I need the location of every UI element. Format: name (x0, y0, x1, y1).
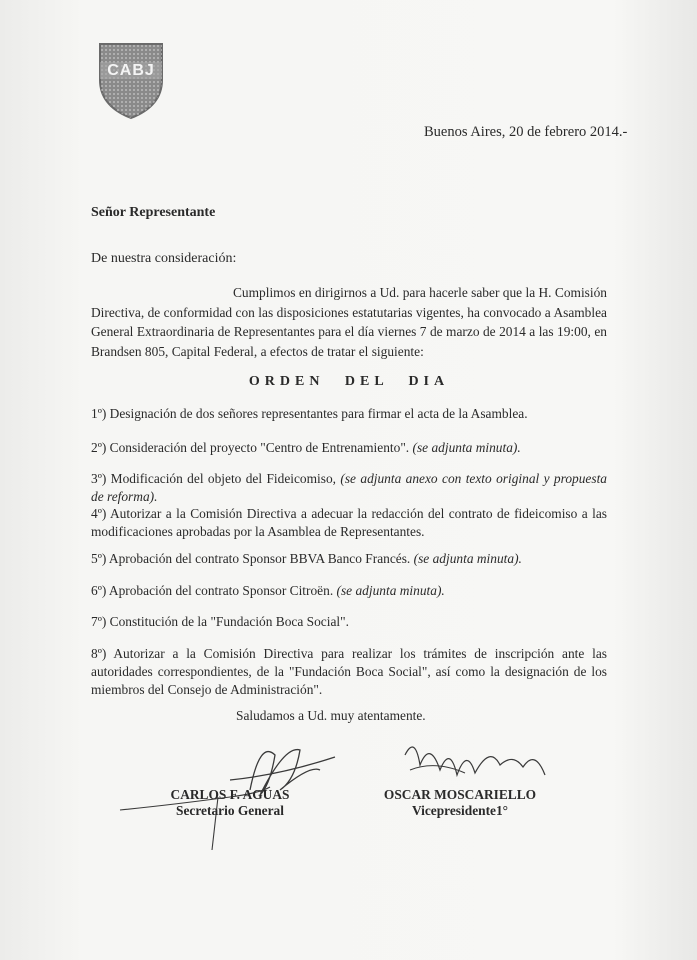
date-line: Buenos Aires, 20 de febrero 2014.- (424, 124, 628, 140)
agenda-item-7 (91, 613, 607, 631)
cabj-shield-logo (96, 40, 166, 120)
closing-line: Saludamos a Ud. muy atentamente. (236, 708, 426, 723)
agenda-item-text: 6º) Aprobación del contrato Sponsor Citroën. (91, 583, 337, 598)
agenda-item-4 (91, 505, 607, 541)
agenda-item-1 (91, 405, 607, 423)
signer-role: Vicepresidente1° (411, 803, 509, 818)
greeting: De nuestra consideración: (91, 251, 237, 266)
agenda-item-text: 2º) Consideración del proyecto "Centro de Entrenamiento". (91, 440, 413, 455)
agenda-item-text: 8º) Autorizar a la Comisión Directiva para realizar los trámites de inscripción ante las autoridades correspondientes, de la "Fundación Boca Social", así como la designación de los miembros del Consejo de Administración". (91, 646, 607, 697)
signer-name: CARLOS F. AGUAS (170, 787, 290, 802)
body-paragraph (91, 283, 607, 361)
signer-name: OSCAR MOSCARIELLO (383, 787, 537, 802)
agenda-item-note: (se adjunta minuta). (413, 551, 522, 566)
addressee: Señor Representante (91, 205, 216, 220)
agenda-item-text: 4º) Autorizar a la Comisión Directiva a adecuar la redacción del contrato de fideicomiso a las modificaciones aprobadas por la Asamblea de Representantes. (91, 506, 607, 539)
agenda-item-text: 5º) Aprobación del contrato Sponsor BBVA Banco Francés. (91, 551, 414, 566)
signature-left (150, 787, 310, 819)
agenda-item-6 (91, 582, 607, 600)
agenda-item-text: 1º) Designación de dos señores representantes para firmar el acta de la Asamblea. (91, 406, 528, 421)
agenda-item-note: (se adjunta minuta). (336, 583, 445, 598)
agenda-item-5 (91, 550, 607, 568)
signer-role: Secretario General (176, 803, 284, 818)
agenda-item-3 (91, 470, 607, 506)
agenda-item-note: (se adjunta minuta). (412, 440, 521, 455)
agenda-item-2 (91, 439, 607, 457)
agenda-item-8 (91, 645, 607, 699)
logo-text: CABJ (107, 62, 155, 79)
signature-right-scribble (395, 735, 555, 795)
body-text: Cumplimos en dirigirnos a Ud. para hacerle saber que la H. Comisión Directiva, de conformidad con las disposiciones estatutarias vigentes, ha convocado a Asamblea General Extraordinaria de Representantes para el día viernes 7 de marzo de 2014 a las 19:00, en Brandsen 805, Capital Federal, a efectos de tratar el siguiente: (91, 285, 607, 359)
signature-right (380, 787, 540, 819)
agenda-item-text: 3º) Modificación del objeto del Fideicomiso, (91, 471, 341, 486)
agenda-item-note: (se adjunta anexo con texto original y propuesta de reforma). (91, 471, 607, 504)
agenda-heading: ORDEN DEL DIA (248, 374, 450, 389)
agenda-item-text: 7º) Constitución de la "Fundación Boca Social". (91, 614, 349, 629)
